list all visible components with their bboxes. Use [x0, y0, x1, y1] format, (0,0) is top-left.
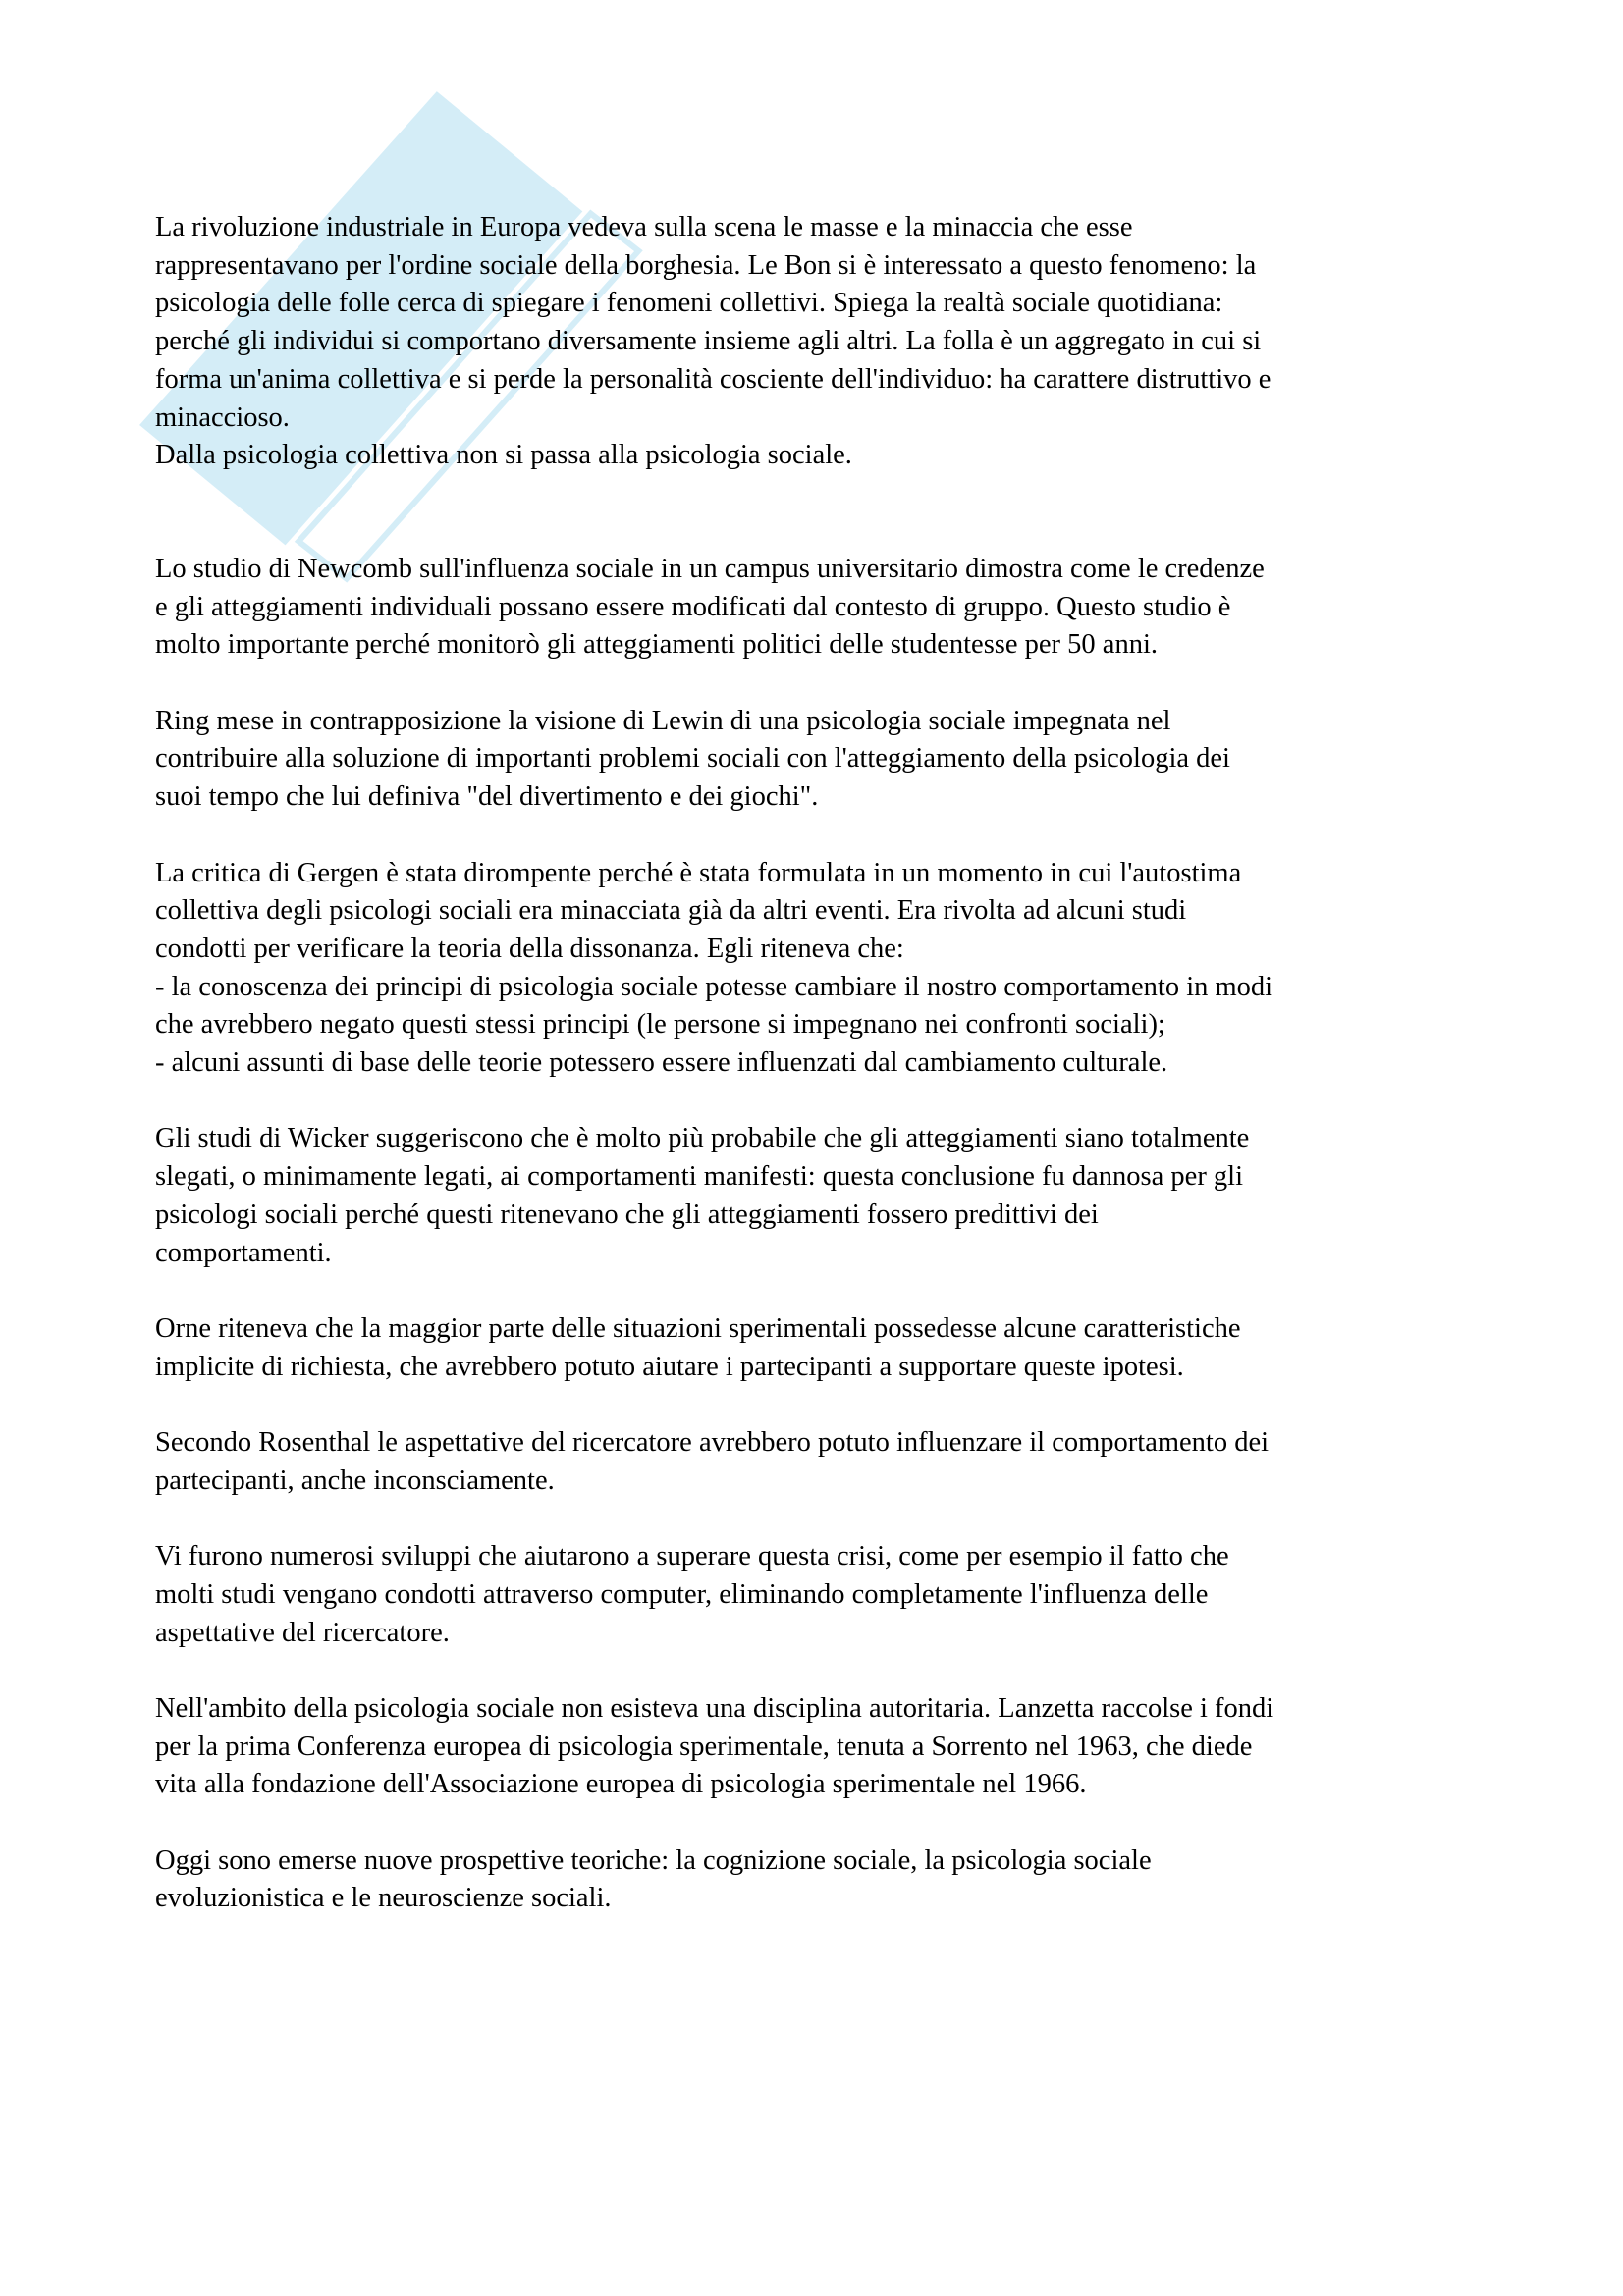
document-body	[155, 209, 1500, 1918]
paragraph-rosenthal: Secondo Rosenthal le aspettative del ricercatore avrebbero potuto influenzare il comportamento dei partecipanti, anche inconsciamente.	[155, 1427, 1270, 1496]
paragraph-lanzetta: Nell'ambito della psicologia sociale non esisteva una disciplina autoritaria. Lanzetta raccolse i fondi per la prima Conferenza europea di psicologia sperimentale, tenuta a Sorrento nel 1963, che diede vita alla fondazione dell'Associazione europea di psicologia sperimentale nel 1966.	[155, 1692, 1274, 1800]
paragraph-psicologia-collettiva: Dalla psicologia collettiva non si passa alla psicologia sociale.	[155, 440, 852, 471]
paragraph-ring: Ring mese in contrapposizione la visione di Lewin di una psicologia sociale impegnata nel contribuire alla soluzione di importanti problemi sociali con l'atteggiamento della psicologia dei suoi tempo che lui definiva "del divertimento e dei giochi".	[155, 705, 1230, 813]
paragraph-sviluppi: Vi furono numerosi sviluppi che aiutarono a superare questa crisi, come per esempio il fatto che molti studi vengano condotti attraverso computer, eliminando completamente l'influenza delle aspettative del ricercatore.	[155, 1541, 1229, 1648]
paragraph-wicker: Gli studi di Wicker suggeriscono che è molto più probabile che gli atteggiamenti siano totalmente slegati, o minimamente legati, ai comportamenti manifesti: questa conclusione fu dannosa per gli psicologi sociali perché questi ritenevano che gli atteggiamenti fossero predittivi dei comportamenti.	[155, 1123, 1250, 1268]
paragraph-prospettive: Oggi sono emerse nuove prospettive teoriche: la cognizione sociale, la psicologia sociale evoluzionistica e le neuroscienze sociali.	[155, 1844, 1152, 1914]
paragraph-gergen: La critica di Gergen è stata dirompente perché è stata formulata in un momento in cui l'autostima collettiva degli psicologi sociali era minacciata già da altri eventi. Era rivolta ad alcuni studi condotti per verificare la teoria della dissonanza. Egli riteneva che: - la conoscenza dei principi di psicologia sociale potesse cambiare il nostro comportamento in modi che avrebbero negato questi stessi principi (le persone si impegnano nei confronti sociali); - alcuni assunti di base delle teorie potessero essere influenzati dal cambiamento culturale.	[155, 857, 1273, 1079]
paragraph-newcomb: Lo studio di Newcomb sull'influenza sociale in un campus universitario dimostra come le credenze e gli atteggiamenti individuali possano essere modificati dal contesto di gruppo. Questo studio è molto importante perché monitorò gli atteggiamenti politici delle studentesse per 50 anni.	[155, 553, 1265, 661]
paragraph-orne: Orne riteneva che la maggior parte delle situazioni sperimentali possedesse alcune caratteristiche implicite di richiesta, che avrebbero potuto aiutare i partecipanti a supportare queste ipotesi.	[155, 1312, 1241, 1382]
paragraph-le-bon: La rivoluzione industriale in Europa vedeva sulla scena le masse e la minaccia che esse rappresentavano per l'ordine sociale della borghesia. Le Bon si è interessato a questo fenomeno: la psicologia delle folle cerca di spiegare i fenomeni collettivi. Spiega la realtà sociale quotidiana: perché gli individui si comportano diversamente insieme agli altri. La folla è un aggregato in cui si forma un'anima collettiva e si perde la personalità cosciente dell'individuo: ha carattere distruttivo e minaccioso.	[155, 212, 1271, 433]
